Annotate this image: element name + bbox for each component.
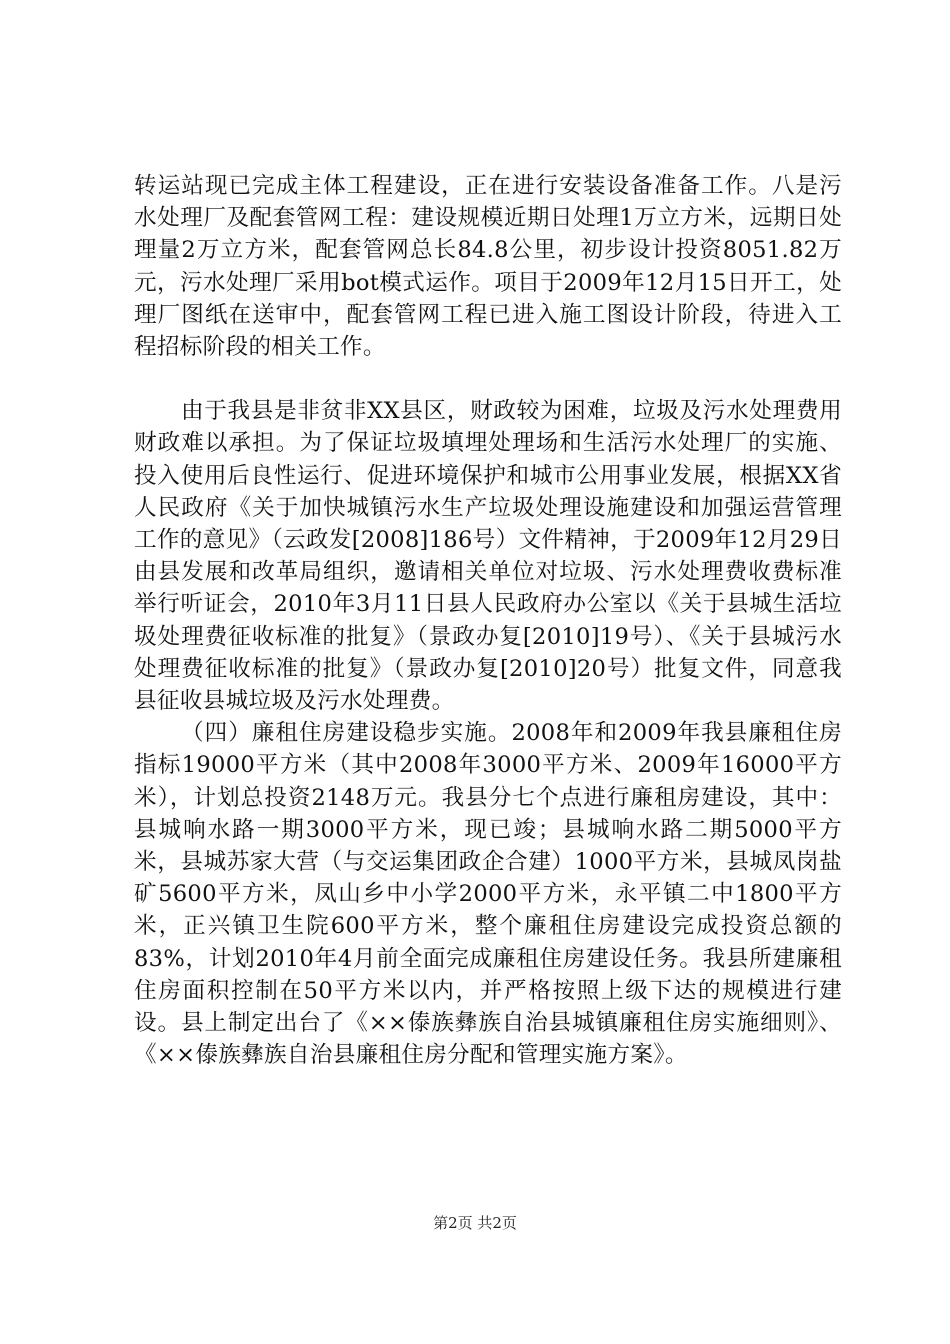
paragraph-fee-policy: 由于我县是非贫非XX县区，财政较为困难，垃圾及污水处理费用财政难以承担。为了保证垃圾填埋处理场和生活污水处理厂的实施、投入使用后良性运行、促进环境保护和城市公用事业发展，根据XX省人民政府《关于加快城镇污水生产垃圾处理设施建设和加强运营管理工作的意见》（云政发[2008]186号）文件精神，于2009年12月29日由县发展和改革局组织，邀请相关单位对垃圾、污水处理费收费标准举行听证会，2010年3月11日县人民政府办公室以《关于县城生活垃圾处理费征收标准的批复》（景政办复[2010]19号）、《关于县城污水处理费征收标准的批复》（景政办复[2010]20号）批复文件，同意我县征收县城垃圾及污水处理费。 <box>134 398 842 715</box>
document-body <box>134 170 842 1071</box>
paragraph-spacer <box>134 363 842 395</box>
page-number-footer: 第2页 共2页 <box>433 1214 517 1232</box>
paragraph-sewage-project: 转运站现已完成主体工程建设，正在进行安装设备准备工作。八是污水处理厂及配套管网工程：建设规模近期日处理1万立方米，远期日处理量2万立方米，配套管网总长84.8公里，初步设计投资8051.82万元，污水处理厂采用bot模式运作。项目于2009年12月15日开工，处理厂图纸在送审中，配套管网工程已进入施工图设计阶段，待进入工程招标阶段的相关工作。 <box>134 173 842 361</box>
paragraph-low-rent-housing: （四）廉租住房建设稳步实施。2008年和2009年我县廉租住房指标19000平方米（其中2008年3000平方米、2009年16000平方米），计划总投资2148万元。我县分七个点进行廉租房建设，其中：县城响水路一期3000平方米，现已竣；县城响水路二期5000平方米，县城苏家大营（与交运集团政企合建）1000平方米，县城凤岗盐矿5600平方米，凤山乡中小学2000平方米，永平镇二中1800平方米，正兴镇卫生院600平方米，整个廉租住房建设完成投资总额的83%，计划2010年4月前全面完成廉租住房建设任务。我县所建廉租住房面积控制在50平方米以内，并严格按照上级下达的规模进行建设。县上制定出台了《××傣族彝族自治县城镇廉租住房实施细则》、《××傣族彝族自治县廉租住房分配和管理实施方案》。 <box>134 720 842 1069</box>
